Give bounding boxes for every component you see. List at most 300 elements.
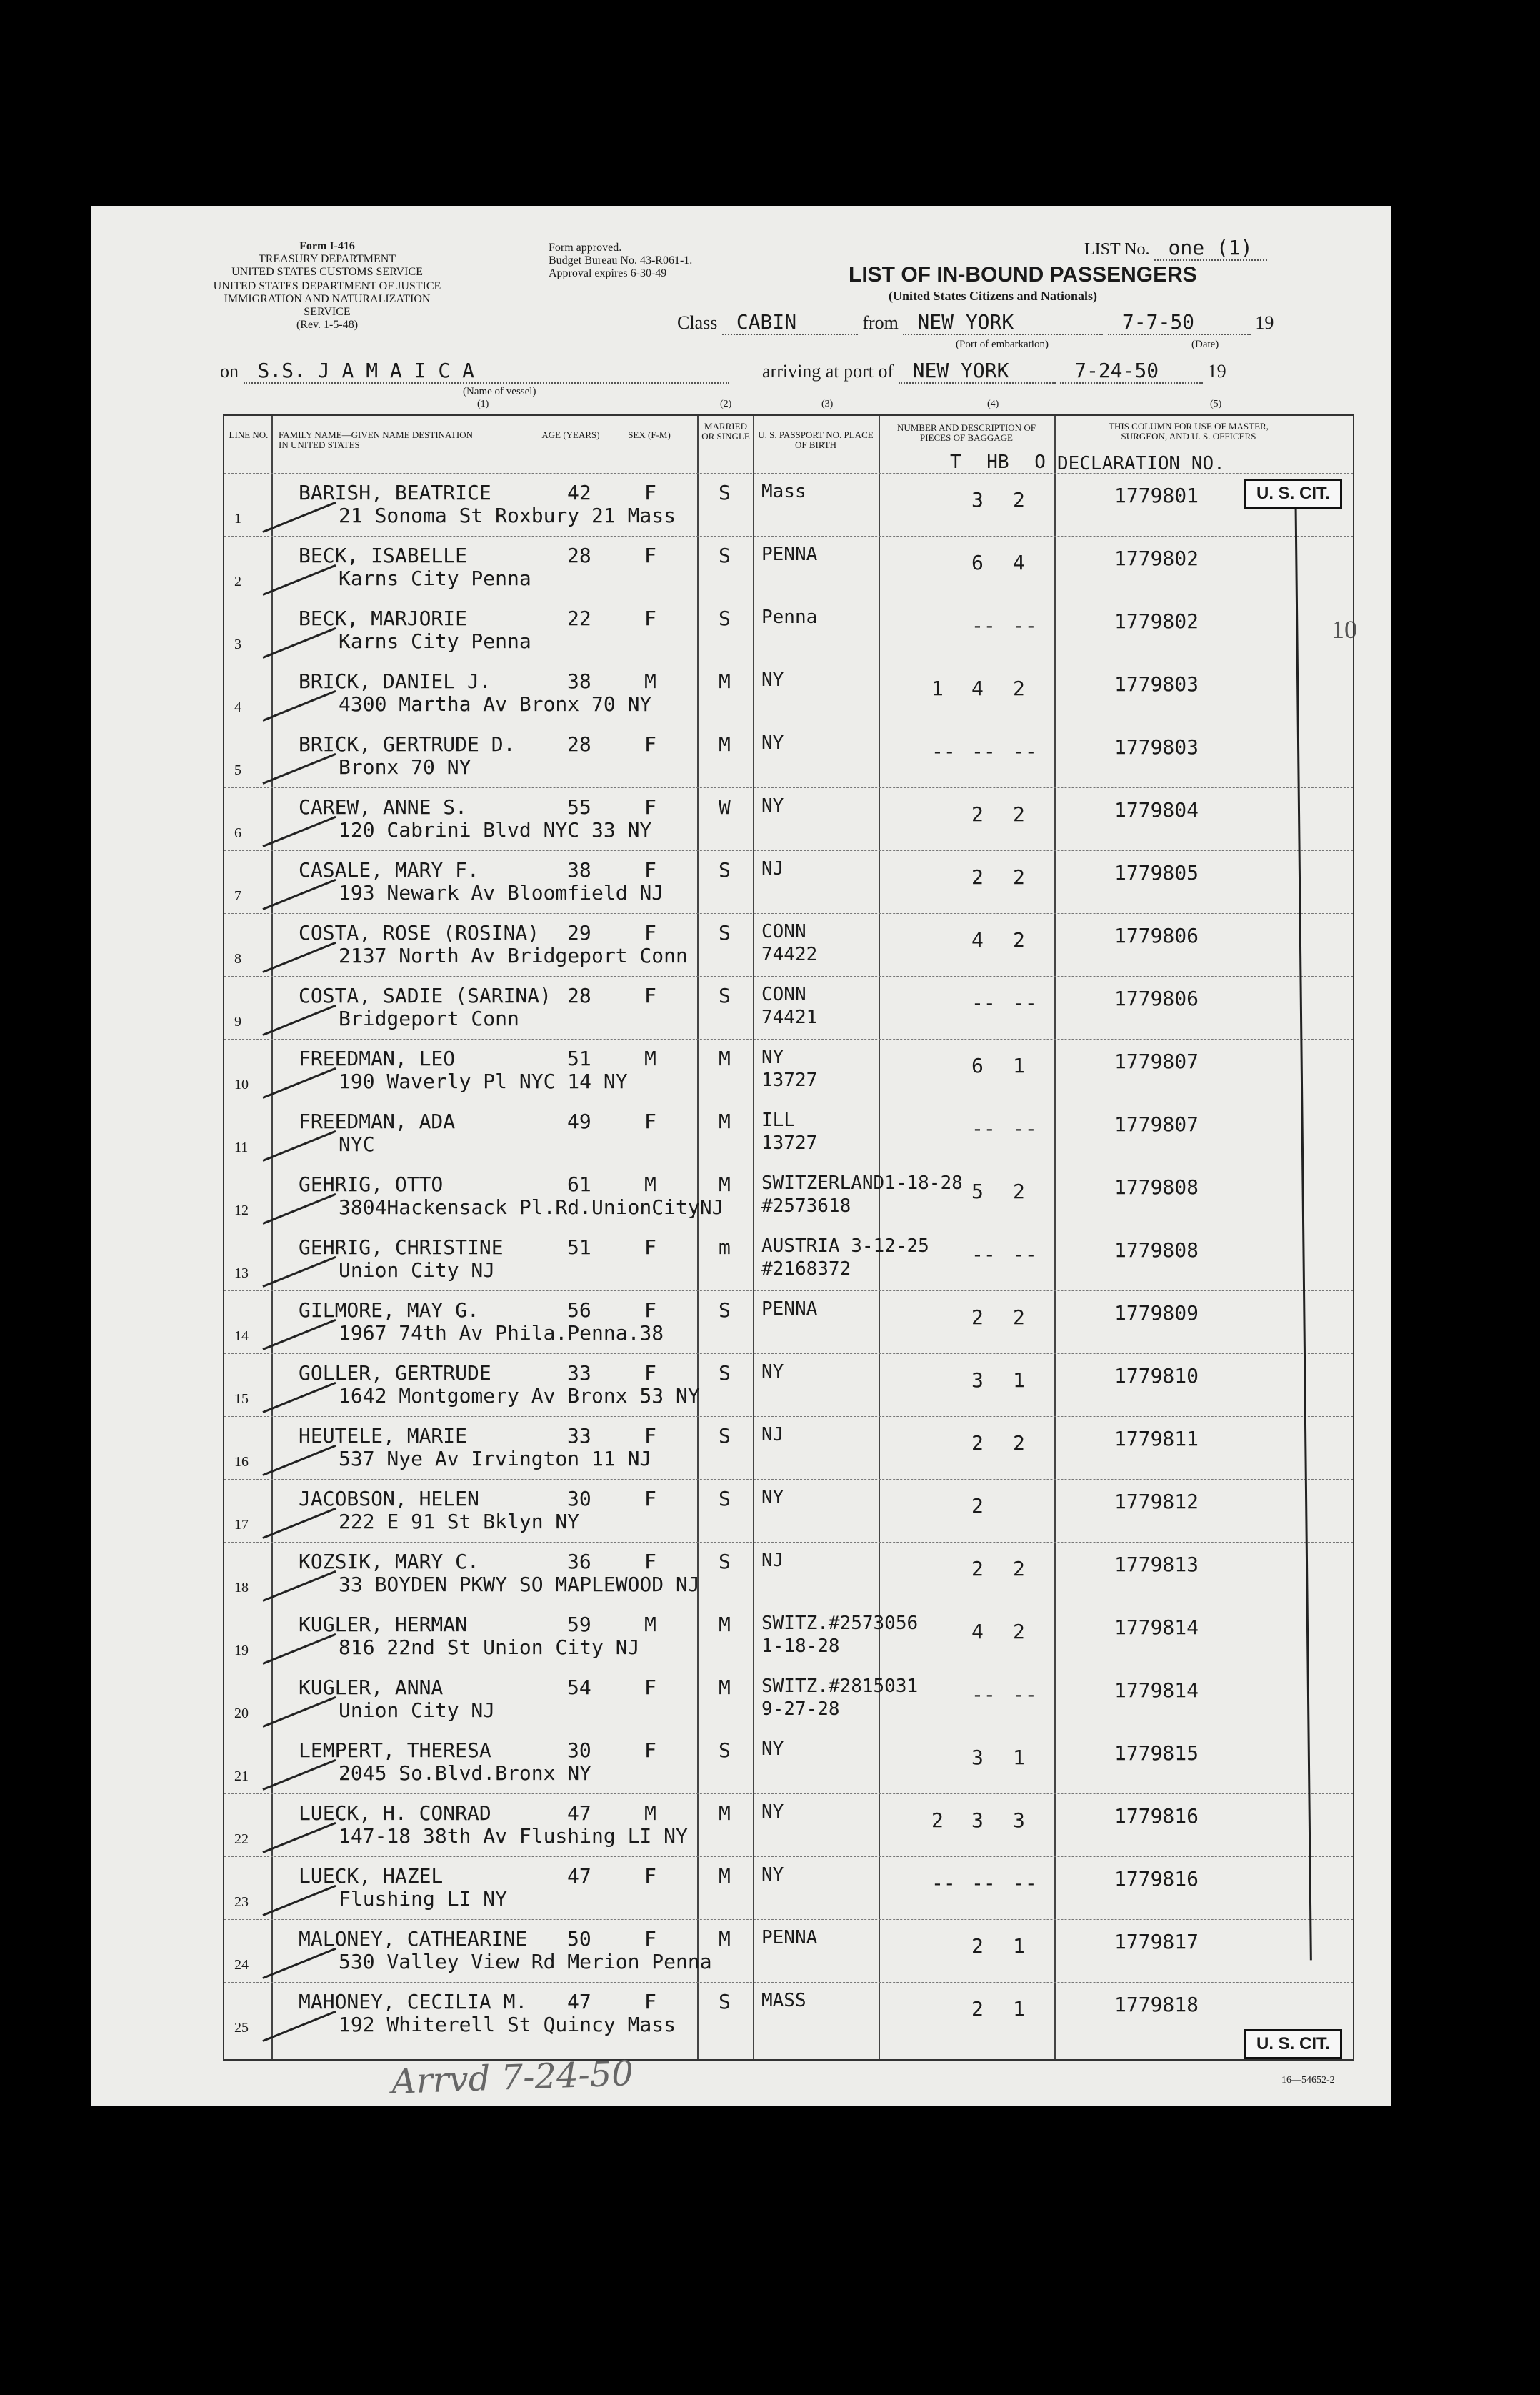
baggage-other: 2 bbox=[1013, 1180, 1025, 1203]
baggage-handbags: -- bbox=[971, 614, 996, 637]
passenger-name: GEHRIG, OTTO bbox=[299, 1172, 444, 1196]
passenger-destination: 147-18 38th Av Flushing LI NY bbox=[339, 1824, 688, 1848]
list-no-value: one (1) bbox=[1154, 236, 1267, 261]
arrival-port: NEW YORK bbox=[899, 359, 1056, 384]
baggage-other: -- bbox=[1013, 1871, 1037, 1895]
declaration-number: 1779809 bbox=[1114, 1301, 1199, 1325]
passenger-destination: 1642 Montgomery Av Bronx 53 NY bbox=[339, 1384, 700, 1408]
declaration-number: 1779816 bbox=[1114, 1804, 1199, 1828]
passenger-sex: M bbox=[644, 1047, 656, 1070]
check-tick bbox=[262, 1445, 336, 1476]
citizen-stamp-top: U. S. CIT. bbox=[1244, 479, 1342, 509]
header-sex: SEX (F-M) bbox=[628, 429, 671, 440]
baggage-handbags: 2 bbox=[971, 802, 984, 826]
col-num-4: (4) bbox=[987, 399, 999, 409]
passenger-age: 38 bbox=[567, 858, 591, 882]
passenger-name: LUECK, HAZEL bbox=[299, 1864, 444, 1888]
passport-birthplace: NY bbox=[761, 1864, 784, 1886]
table-row bbox=[224, 1165, 1353, 1228]
check-tick bbox=[262, 2011, 336, 2042]
marital-status: M bbox=[719, 1675, 731, 1699]
passenger-sex: F bbox=[644, 858, 656, 882]
passport-number: 1-18-28 bbox=[761, 1635, 840, 1657]
baggage-handbags: -- bbox=[971, 1117, 996, 1140]
declaration-number: 1779801 bbox=[1114, 484, 1199, 507]
passenger-age: 38 bbox=[567, 669, 591, 693]
passenger-name: BECK, MARJORIE bbox=[299, 607, 468, 630]
passenger-name: LEMPERT, THERESA bbox=[299, 1738, 491, 1762]
passenger-age: 47 bbox=[567, 1990, 591, 2013]
baggage-handbags: 3 bbox=[971, 1368, 984, 1392]
passport-birthplace: NY bbox=[761, 732, 784, 754]
passenger-sex: F bbox=[644, 984, 656, 1007]
line-number: 20 bbox=[234, 1706, 249, 1721]
marital-status: M bbox=[719, 1927, 731, 1951]
baggage-handbags: 2 bbox=[971, 1431, 984, 1455]
passenger-name: MAHONEY, CECILIA M. bbox=[299, 1990, 528, 2013]
passenger-age: 28 bbox=[567, 732, 591, 756]
table-row bbox=[224, 1731, 1353, 1794]
passport-birthplace: CONN bbox=[761, 984, 806, 1005]
passenger-name: BRICK, GERTRUDE D. bbox=[299, 732, 516, 756]
baggage-handbags: 2 bbox=[971, 865, 984, 889]
passenger-destination: 816 22nd St Union City NJ bbox=[339, 1635, 640, 1659]
line-number: 7 bbox=[234, 888, 241, 904]
marital-status: M bbox=[719, 1047, 731, 1070]
line-number: 8 bbox=[234, 951, 241, 967]
baggage-other: 1 bbox=[1013, 1368, 1025, 1392]
line-number: 19 bbox=[234, 1643, 249, 1658]
declaration-number: 1779803 bbox=[1114, 735, 1199, 759]
table-row bbox=[224, 1982, 1353, 2046]
baggage-other: 2 bbox=[1013, 865, 1025, 889]
check-tick bbox=[262, 502, 336, 533]
baggage-other: 4 bbox=[1013, 551, 1025, 574]
passenger-destination: Union City NJ bbox=[339, 1258, 496, 1282]
on-label: on bbox=[220, 361, 239, 382]
line-number: 12 bbox=[234, 1203, 249, 1218]
passenger-age: 28 bbox=[567, 984, 591, 1007]
header-line-no: LINE NO. bbox=[229, 429, 269, 440]
declaration-number: 1779803 bbox=[1114, 672, 1199, 696]
year-label: 19 bbox=[1255, 312, 1274, 333]
baggage-other: 2 bbox=[1013, 488, 1025, 512]
passenger-name: LUECK, H. CONRAD bbox=[299, 1801, 491, 1825]
line-number: 23 bbox=[234, 1894, 249, 1910]
marital-status: S bbox=[719, 921, 731, 945]
baggage-handbags: 6 bbox=[971, 551, 984, 574]
check-tick bbox=[262, 1633, 336, 1665]
passport-birthplace: NY bbox=[761, 1738, 784, 1760]
table-row bbox=[224, 1919, 1353, 1983]
marital-status: S bbox=[719, 1361, 731, 1385]
marital-status: M bbox=[719, 1864, 731, 1888]
baggage-other: 3 bbox=[1013, 1808, 1025, 1832]
baggage-handbags: 2 bbox=[971, 1934, 984, 1958]
passenger-sex: F bbox=[644, 795, 656, 819]
passport-birthplace: Penna bbox=[761, 607, 818, 628]
baggage-handbags: 2 bbox=[971, 1494, 984, 1518]
check-tick bbox=[262, 1130, 336, 1162]
table-row bbox=[224, 473, 1353, 537]
passenger-sex: F bbox=[644, 1298, 656, 1322]
passenger-destination: NYC bbox=[339, 1132, 375, 1156]
passenger-age: 54 bbox=[567, 1675, 591, 1699]
baggage-handbags: 4 bbox=[971, 1620, 984, 1643]
passenger-sex: F bbox=[644, 1738, 656, 1762]
baggage-other: 2 bbox=[1013, 1431, 1025, 1455]
baggage-other: 2 bbox=[1013, 802, 1025, 826]
check-tick bbox=[262, 627, 336, 659]
baggage-other: 2 bbox=[1013, 928, 1025, 952]
marital-status: M bbox=[719, 1110, 731, 1133]
line-number: 10 bbox=[234, 1077, 249, 1092]
passenger-destination: Flushing LI NY bbox=[339, 1887, 508, 1911]
passenger-destination: 190 Waverly Pl NYC 14 NY bbox=[339, 1070, 628, 1093]
form-revision: (Rev. 1-5-48) bbox=[296, 319, 359, 331]
citizen-stamp-bottom: U. S. CIT. bbox=[1244, 2029, 1342, 2059]
baggage-other: 2 bbox=[1013, 677, 1025, 700]
baggage-other: 2 bbox=[1013, 1557, 1025, 1580]
passport-birthplace: AUSTRIA 3-12-25 bbox=[761, 1235, 929, 1257]
passenger-destination: 537 Nye Av Irvington 11 NJ bbox=[339, 1447, 652, 1470]
col-num-3: (3) bbox=[821, 399, 834, 409]
col-num-2: (2) bbox=[720, 399, 732, 409]
passenger-destination: 2137 North Av Bridgeport Conn bbox=[339, 944, 688, 967]
check-tick bbox=[262, 1508, 336, 1539]
class-line bbox=[677, 310, 1356, 335]
approval-block bbox=[549, 242, 763, 280]
passport-birthplace: NY bbox=[761, 1487, 784, 1508]
passenger-age: 55 bbox=[567, 795, 591, 819]
marital-status: m bbox=[719, 1235, 731, 1259]
check-tick bbox=[262, 1570, 336, 1602]
check-tick bbox=[262, 1193, 336, 1225]
table-row bbox=[224, 1228, 1353, 1291]
passenger-destination: Bronx 70 NY bbox=[339, 755, 471, 779]
passenger-sex: F bbox=[644, 607, 656, 630]
passenger-sex: F bbox=[644, 1235, 656, 1259]
passport-birthplace: SWITZ.#2573056 bbox=[761, 1613, 919, 1634]
line-number: 13 bbox=[234, 1265, 249, 1281]
baggage-other: -- bbox=[1013, 1243, 1037, 1266]
justice-dept: UNITED STATES DEPARTMENT OF JUSTICE bbox=[213, 280, 441, 292]
check-tick bbox=[262, 1319, 336, 1350]
baggage-handbags: -- bbox=[971, 1243, 996, 1266]
passport-birthplace: NY bbox=[761, 1361, 784, 1383]
marital-status: S bbox=[719, 858, 731, 882]
passenger-age: 49 bbox=[567, 1110, 591, 1133]
col-num-1: (1) bbox=[477, 399, 489, 409]
passenger-destination: Bridgeport Conn bbox=[339, 1007, 519, 1030]
marital-status: S bbox=[719, 1550, 731, 1573]
passport-birthplace: ILL bbox=[761, 1110, 795, 1131]
table-row bbox=[224, 1668, 1353, 1731]
passport-birthplace: NJ bbox=[761, 858, 784, 880]
baggage-trunks: -- bbox=[931, 1871, 956, 1895]
passport-birthplace: PENNA bbox=[761, 544, 818, 565]
form-dept-block bbox=[213, 240, 441, 279]
passenger-destination: 4300 Martha Av Bronx 70 NY bbox=[339, 692, 652, 716]
header-married: MARRIED OR SINGLE bbox=[701, 421, 750, 442]
line-number: 2 bbox=[234, 574, 241, 589]
passenger-age: 56 bbox=[567, 1298, 591, 1322]
table-row bbox=[224, 1856, 1353, 1920]
table-row bbox=[224, 1479, 1353, 1543]
declaration-number: 1779802 bbox=[1114, 609, 1199, 633]
customs-service: UNITED STATES CUSTOMS SERVICE bbox=[231, 266, 423, 278]
line-number: 21 bbox=[234, 1768, 249, 1784]
embark-port: NEW YORK bbox=[903, 310, 1103, 335]
baggage-handbags: -- bbox=[971, 740, 996, 763]
baggage-other: -- bbox=[1013, 991, 1037, 1015]
line-number: 6 bbox=[234, 825, 241, 841]
baggage-other: 1 bbox=[1013, 1997, 1025, 2021]
baggage-other: 1 bbox=[1013, 1746, 1025, 1769]
ins-service: IMMIGRATION AND NATURALIZATION SERVICE bbox=[224, 293, 431, 318]
passenger-destination: 21 Sonoma St Roxbury 21 Mass bbox=[339, 504, 676, 527]
baggage-other: -- bbox=[1013, 1683, 1037, 1706]
passenger-age: 22 bbox=[567, 607, 591, 630]
budget-bureau-line: Budget Bureau No. 43-R061-1. bbox=[549, 254, 693, 267]
passport-birthplace: PENNA bbox=[761, 1298, 818, 1320]
declaration-number: 1779817 bbox=[1114, 1930, 1199, 1953]
passenger-sex: F bbox=[644, 1864, 656, 1888]
declaration-number: 1779811 bbox=[1114, 1427, 1199, 1450]
passenger-sex: F bbox=[644, 1990, 656, 2013]
baggage-other: 1 bbox=[1013, 1054, 1025, 1077]
passenger-age: 33 bbox=[567, 1361, 591, 1385]
check-tick bbox=[262, 690, 336, 722]
passenger-sex: F bbox=[644, 1110, 656, 1133]
passport-birthplace: Mass bbox=[761, 481, 806, 502]
passport-birthplace: PENNA bbox=[761, 1927, 818, 1948]
check-tick bbox=[262, 816, 336, 847]
handwritten-arrival-note: Arrvd 7-24-50 bbox=[391, 2053, 634, 2102]
passport-birthplace: NY bbox=[761, 795, 784, 817]
form-number: Form I-416 bbox=[299, 240, 355, 252]
line-number: 22 bbox=[234, 1831, 249, 1847]
passport-birthplace: SWITZ.#2815031 bbox=[761, 1675, 919, 1697]
header-name: FAMILY NAME—GIVEN NAME DESTINATION IN UNITED STATES bbox=[279, 429, 474, 450]
passenger-age: 47 bbox=[567, 1864, 591, 1888]
baggage-other: 2 bbox=[1013, 1620, 1025, 1643]
passenger-name: KUGLER, HERMAN bbox=[299, 1613, 468, 1636]
passenger-name: BRICK, DANIEL J. bbox=[299, 669, 491, 693]
baggage-handbags: 2 bbox=[971, 1997, 984, 2021]
passenger-sex: F bbox=[644, 544, 656, 567]
line-number: 18 bbox=[234, 1580, 249, 1595]
passenger-age: 51 bbox=[567, 1235, 591, 1259]
passenger-name: KUGLER, ANNA bbox=[299, 1675, 444, 1699]
check-tick bbox=[262, 1822, 336, 1853]
passenger-age: 30 bbox=[567, 1487, 591, 1510]
baggage-handbags: 2 bbox=[971, 1557, 984, 1580]
passenger-age: 51 bbox=[567, 1047, 591, 1070]
line-number: 9 bbox=[234, 1014, 241, 1030]
baggage-handbags: 6 bbox=[971, 1054, 984, 1077]
passenger-sex: F bbox=[644, 732, 656, 756]
passenger-destination: Karns City Penna bbox=[339, 629, 531, 653]
marital-status: M bbox=[719, 1613, 731, 1636]
embark-date: 7-7-50 bbox=[1108, 310, 1251, 335]
class-label: Class bbox=[677, 312, 718, 333]
check-tick bbox=[262, 1696, 336, 1728]
baggage-other: -- bbox=[1013, 614, 1037, 637]
table-row bbox=[224, 976, 1353, 1040]
port-embark-caption: (Port of embarkation) bbox=[956, 339, 1049, 350]
year-label: 19 bbox=[1207, 361, 1226, 382]
baggage-other: -- bbox=[1013, 740, 1037, 763]
passenger-name: GILMORE, MAY G. bbox=[299, 1298, 479, 1322]
marital-status: S bbox=[719, 984, 731, 1007]
declaration-number: 1779807 bbox=[1114, 1112, 1199, 1136]
justice-block bbox=[213, 280, 441, 332]
declaration-number: 1779812 bbox=[1114, 1490, 1199, 1513]
page-subtitle: (United States Citizens and Nationals) bbox=[889, 289, 1098, 303]
passenger-table bbox=[223, 414, 1354, 2061]
passenger-name: GOLLER, GERTRUDE bbox=[299, 1361, 491, 1385]
passenger-sex: F bbox=[644, 921, 656, 945]
declaration-number: 1779806 bbox=[1114, 987, 1199, 1010]
baggage-handbags: 3 bbox=[971, 1746, 984, 1769]
passport-birthplace: NY bbox=[761, 1801, 784, 1823]
line-number: 14 bbox=[234, 1328, 249, 1344]
line-number: 25 bbox=[234, 2020, 249, 2036]
page-title: LIST OF IN-BOUND PASSENGERS bbox=[849, 263, 1197, 287]
passenger-sex: F bbox=[644, 1927, 656, 1951]
marital-status: M bbox=[719, 1801, 731, 1825]
passport-birthplace: NJ bbox=[761, 1550, 784, 1571]
passenger-destination: 222 E 91 St Bklyn NY bbox=[339, 1510, 580, 1533]
declaration-number: 1779804 bbox=[1114, 798, 1199, 822]
baggage-trunks: 2 bbox=[931, 1808, 944, 1832]
from-label: from bbox=[862, 312, 899, 333]
passenger-sex: F bbox=[644, 1361, 656, 1385]
passenger-destination: 120 Cabrini Blvd NYC 33 NY bbox=[339, 818, 652, 842]
marital-status: S bbox=[719, 1424, 731, 1448]
declaration-number: 1779807 bbox=[1114, 1050, 1199, 1073]
passenger-rows bbox=[224, 473, 1353, 2059]
treasury-dept: TREASURY DEPARTMENT bbox=[258, 253, 396, 265]
passenger-sex: F bbox=[644, 481, 656, 504]
passenger-sex: M bbox=[644, 1613, 656, 1636]
check-tick bbox=[262, 1885, 336, 1916]
marital-status: S bbox=[719, 1487, 731, 1510]
passport-number: 13727 bbox=[761, 1132, 818, 1154]
passenger-name: COSTA, SADIE (SARINA) bbox=[299, 984, 552, 1007]
passport-birthplace: NY bbox=[761, 669, 784, 691]
list-no-label: LIST No. bbox=[1084, 240, 1150, 259]
passenger-destination: Union City NJ bbox=[339, 1698, 496, 1722]
line-number: 15 bbox=[234, 1391, 249, 1407]
marital-status: W bbox=[719, 795, 731, 819]
table-row bbox=[224, 1542, 1353, 1605]
passenger-sex: F bbox=[644, 1487, 656, 1510]
arriving-label: arriving at port of bbox=[762, 361, 894, 382]
header-age: AGE (YEARS) bbox=[541, 429, 600, 440]
marital-status: S bbox=[719, 1738, 731, 1762]
passenger-name: MALONEY, CATHEARINE bbox=[299, 1927, 528, 1951]
passenger-sex: F bbox=[644, 1675, 656, 1699]
approval-expiry-line: Approval expires 6-30-49 bbox=[549, 267, 667, 279]
passenger-name: CASALE, MARY F. bbox=[299, 858, 479, 882]
col-num-5: (5) bbox=[1210, 399, 1222, 409]
declaration-number: 1779808 bbox=[1114, 1238, 1199, 1262]
baggage-handbags: -- bbox=[971, 1683, 996, 1706]
passenger-age: 42 bbox=[567, 481, 591, 504]
header-baggage: NUMBER AND DESCRIPTION OF PIECES OF BAGGAGE bbox=[897, 422, 1036, 443]
passenger-destination: 530 Valley View Rd Merion Penna bbox=[339, 1950, 712, 1973]
declaration-number: 1779808 bbox=[1114, 1175, 1199, 1199]
passenger-age: 29 bbox=[567, 921, 591, 945]
baggage-handbags: 3 bbox=[971, 488, 984, 512]
table-row bbox=[224, 787, 1353, 851]
passenger-destination: 33 BOYDEN PKWY SO MAPLEWOOD NJ bbox=[339, 1573, 700, 1596]
class-value: CABIN bbox=[722, 310, 858, 335]
margin-mark: 10 bbox=[1331, 615, 1357, 644]
passport-number: 9-27-28 bbox=[761, 1698, 840, 1720]
passport-birthplace: CONN bbox=[761, 921, 806, 942]
passenger-age: 61 bbox=[567, 1172, 591, 1196]
passenger-name: BARISH, BEATRICE bbox=[299, 481, 491, 504]
passenger-destination: Karns City Penna bbox=[339, 567, 531, 590]
baggage-other: 1 bbox=[1013, 1934, 1025, 1958]
passenger-name: KOZSIK, MARY C. bbox=[299, 1550, 479, 1573]
declaration-number: 1779805 bbox=[1114, 861, 1199, 885]
check-tick bbox=[262, 1382, 336, 1413]
date-caption: (Date) bbox=[1191, 339, 1219, 350]
passenger-age: 59 bbox=[567, 1613, 591, 1636]
check-tick bbox=[262, 879, 336, 910]
marital-status: S bbox=[719, 607, 731, 630]
passport-birthplace: SWITZERLAND1-18-28 bbox=[761, 1172, 963, 1194]
baggage-handbags: 2 bbox=[971, 1305, 984, 1329]
passenger-sex: M bbox=[644, 1801, 656, 1825]
baggage-other: 2 bbox=[1013, 1305, 1025, 1329]
table-row bbox=[224, 725, 1353, 788]
table-row bbox=[224, 536, 1353, 599]
marital-status: M bbox=[719, 669, 731, 693]
declaration-number: 1779816 bbox=[1114, 1867, 1199, 1891]
check-tick bbox=[262, 942, 336, 973]
passport-number: #2573618 bbox=[761, 1195, 851, 1217]
passenger-name: COSTA, ROSE (ROSINA) bbox=[299, 921, 540, 945]
check-tick bbox=[262, 1005, 336, 1036]
passenger-sex: F bbox=[644, 1550, 656, 1573]
passenger-name: GEHRIG, CHRISTINE bbox=[299, 1235, 504, 1259]
passenger-destination: 193 Newark Av Bloomfield NJ bbox=[339, 881, 664, 905]
declaration-number: 1779806 bbox=[1114, 924, 1199, 947]
check-tick bbox=[262, 564, 336, 596]
table-row bbox=[224, 913, 1353, 977]
form-footer-code: 16—54652-2 bbox=[1281, 2075, 1335, 2086]
passenger-name: BECK, ISABELLE bbox=[299, 544, 468, 567]
declaration-number: 1779815 bbox=[1114, 1741, 1199, 1765]
line-number: 24 bbox=[234, 1957, 249, 1973]
marital-status: M bbox=[719, 732, 731, 756]
header-declaration-caption: THIS COLUMN FOR USE OF MASTER, SURGEON, AND U. S. OFFICERS bbox=[1109, 421, 1269, 442]
approval-line: Form approved. bbox=[549, 242, 622, 254]
table-row bbox=[224, 599, 1353, 662]
baggage-handbags: -- bbox=[971, 991, 996, 1015]
baggage-trunks: 1 bbox=[931, 677, 944, 700]
declaration-number: 1779814 bbox=[1114, 1615, 1199, 1639]
passenger-destination: 1967 74th Av Phila.Penna.38 bbox=[339, 1321, 664, 1345]
line-number: 11 bbox=[234, 1140, 249, 1155]
passenger-sex: F bbox=[644, 1424, 656, 1448]
vessel-line bbox=[220, 359, 1363, 384]
